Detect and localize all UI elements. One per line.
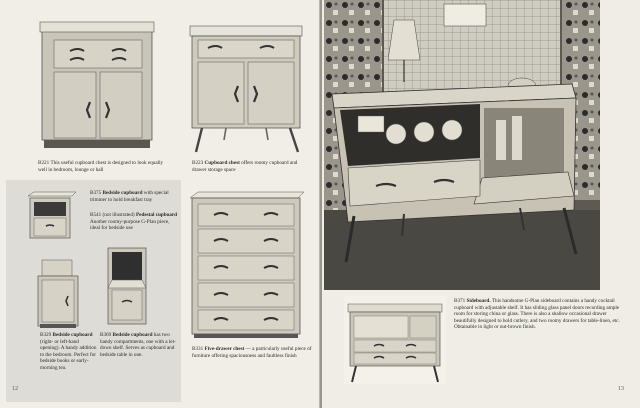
- caption-b331-bold: Five-drawer chest: [204, 346, 245, 352]
- five-drawer-chest-b331-photo: [186, 190, 306, 340]
- caption-b369-bold: Bedside cupboard: [112, 332, 153, 338]
- caption-b221-text: This useful cupboard chest is designed to look equally well in bedroom, lounge or hall: [38, 160, 164, 173]
- caption-b371-code: B371: [454, 298, 466, 304]
- caption-b371-text: This handsome G-Plan sideboard contains a handy cocktail cupboard with adjustable shelf. It has sliding glass panel doors recording ample room for storing china or glass. There is also a shallow occasional drawer beautifully designed to hold cutlery, and two roomy drawers for table-linen, etc. Obtainable in light or nut-brown finish.: [454, 298, 620, 331]
- caption-b223: [192, 160, 312, 173]
- caption-b329: [40, 332, 98, 372]
- cupboard-chest-b221-photo: [30, 16, 170, 156]
- caption-b371: [454, 298, 626, 331]
- right-page: [322, 0, 640, 408]
- cupboard-chest-b223-photo: [186, 22, 306, 154]
- caption-b331: [192, 346, 312, 359]
- caption-b541: [90, 212, 178, 232]
- caption-b221-code: B221: [38, 160, 50, 166]
- caption-b375-bold: Bedside cupboard: [102, 190, 143, 196]
- caption-b329-bold: Bedside cupboard: [52, 332, 93, 338]
- caption-b369: [100, 332, 180, 358]
- sideboard-b371-photo: [344, 296, 446, 384]
- page-number-left: 12: [12, 386, 18, 392]
- caption-b369-code: B369: [100, 332, 112, 338]
- caption-b329-text: (right- or left-hand opening). A handy addition to the bedroom. Perfect for bedside books or early-morning tea.: [40, 338, 97, 371]
- caption-b223-text: offers roomy cupboard and drawer storage space: [192, 160, 298, 173]
- caption-b331-text: — a particularly useful piece of furniture offering spaciousness and faultless finish: [192, 346, 312, 359]
- page-number-right: 13: [618, 386, 624, 392]
- caption-b329-code: B329: [40, 332, 52, 338]
- caption-b541-text: Another roomy-purpose G-Plan piece, ideal for bedside use: [90, 218, 170, 232]
- bedside-cupboard-b369-photo: [104, 246, 150, 328]
- caption-b369-text: has two handy compartments, one with a let-down shelf. Serves as cupboard and bedside table in one.: [100, 332, 176, 358]
- sideboard-room-photo: [324, 0, 600, 290]
- caption-b375-text: with special trimmer to hold breakfast tray: [90, 190, 169, 203]
- caption-b371-bold: Sideboard.: [466, 298, 491, 304]
- bedside-cupboard-b375-photo: [26, 190, 78, 242]
- caption-b541-bold: Pedestal cupboard: [135, 212, 178, 218]
- caption-b541-code: B541 (not illustrated): [90, 212, 135, 218]
- caption-b223-bold: Cupboard chest: [204, 160, 240, 166]
- caption-b331-code: B331: [192, 346, 204, 352]
- caption-b223-code: B223: [192, 160, 204, 166]
- caption-b221: [38, 160, 173, 173]
- bedside-cupboard-b329-photo: [34, 258, 84, 330]
- caption-b375-code: B375: [90, 190, 102, 196]
- caption-b375: [90, 190, 178, 203]
